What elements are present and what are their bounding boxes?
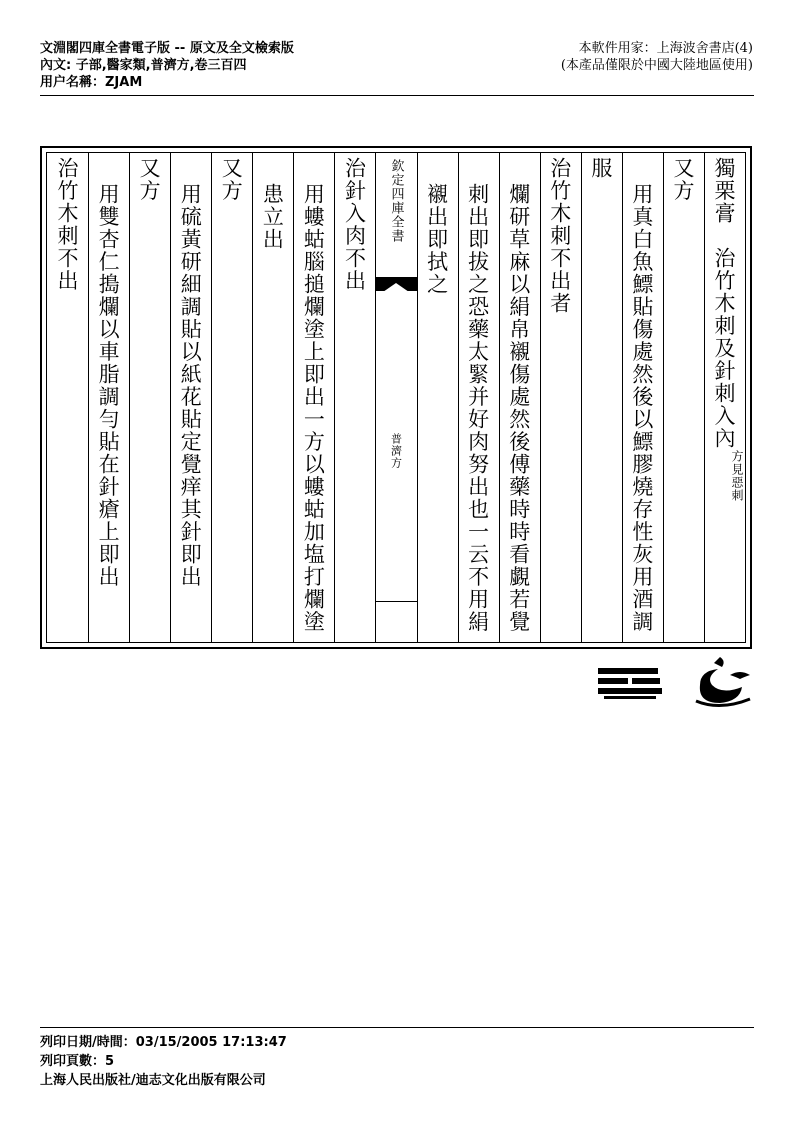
main-text: 服 — [588, 157, 613, 180]
header-left — [40, 40, 294, 91]
main-text: 又方 — [219, 157, 244, 202]
footer-print-pages: 列印頁數：5 — [40, 1054, 115, 1069]
column-text — [459, 157, 499, 664]
center-book-title: 普濟方 — [389, 433, 403, 469]
footer-rule — [40, 1027, 754, 1028]
main-text: 治竹木刺不出 — [55, 157, 79, 292]
column-text — [664, 157, 704, 638]
text-column — [129, 153, 170, 642]
main-text: 襯出即拭之 — [424, 183, 449, 296]
publisher-logo-icon — [598, 666, 662, 700]
column-text — [541, 157, 581, 638]
text-column — [458, 153, 499, 642]
main-text: 用雙杏仁搗爛以車脂調勻貼在針瘡上即出 — [96, 183, 121, 588]
main-text: 治針入肉不出 — [342, 157, 367, 292]
text-column — [334, 153, 375, 642]
center-margin — [375, 153, 416, 642]
footer — [40, 1033, 287, 1090]
text-column — [622, 153, 663, 642]
column-text — [130, 157, 170, 638]
footer-publisher: 上海人民出版社/迪志文化出版有限公司 — [40, 1073, 266, 1088]
main-text: 又方 — [137, 157, 162, 202]
text-column — [704, 153, 745, 642]
column-text — [582, 157, 622, 638]
column-text — [47, 157, 88, 638]
fishtail-mark-icon — [376, 277, 416, 291]
main-text: 用螻蛄腦搥爛塗上即出一方以螻蛄加塩打爛塗 — [301, 183, 326, 633]
column-text — [253, 157, 293, 664]
column-text — [171, 157, 211, 664]
header-licensee: 本軟件用家：上海波舍書店(4) — [578, 41, 753, 56]
text-column — [581, 153, 622, 642]
text-columns — [46, 152, 746, 643]
header-region-note: (本產品僅限於中國大陸地區使用) — [560, 58, 753, 73]
column-text — [500, 157, 540, 664]
brush-seal-icon — [690, 655, 754, 711]
text-column — [417, 153, 458, 642]
column-text — [212, 157, 252, 638]
main-text: 用真白魚鰾貼傷處然後以鰾膠燒存性灰用酒調 — [629, 183, 654, 633]
text-column — [540, 153, 581, 642]
text-column — [211, 153, 252, 642]
annotation-note: 惡刺 — [730, 475, 744, 502]
main-text: 患立出 — [260, 183, 285, 251]
center-divider — [376, 601, 416, 602]
main-text: 獨栗膏 治竹木刺及針刺入內 — [712, 157, 736, 450]
column-text — [705, 157, 745, 638]
header-rule — [40, 95, 754, 96]
header-username: 用户名稱：ZJAM — [40, 75, 143, 90]
main-text: 爛研草麻以絹帛襯傷處然後傅藥時時看覷若覺 — [506, 183, 531, 633]
header-right — [561, 40, 753, 74]
main-text: 刺出即拔之恐藥太緊并好肉努出也一云不用絹 — [465, 183, 490, 633]
column-text — [294, 157, 334, 664]
main-text: 治竹木刺不出者 — [547, 157, 572, 315]
text-column — [663, 153, 704, 642]
header-edition: 文淵閣四庫全書電子版 -- 原文及全文檢索版 — [40, 41, 294, 56]
annotation-note: 方見 — [730, 449, 744, 476]
column-text — [623, 157, 663, 664]
column-text — [418, 157, 458, 664]
text-column — [47, 153, 88, 642]
main-text: 又方 — [670, 157, 695, 202]
text-column — [499, 153, 540, 642]
column-text — [335, 157, 375, 638]
text-column — [293, 153, 334, 642]
text-frame — [40, 146, 752, 649]
header-content-path: 內文: 子部,醫家類,普濟方,卷三百四 — [40, 58, 247, 73]
text-column — [170, 153, 211, 642]
column-text — [89, 157, 129, 664]
text-column — [88, 153, 129, 642]
main-text: 用硫黃研細調貼以紙花貼定覺痒其針即出 — [178, 183, 203, 588]
center-title: 欽定四庫全書 — [388, 159, 404, 243]
footer-print-datetime: 列印日期/時間：03/15/2005 17:13:47 — [40, 1035, 287, 1050]
text-column — [252, 153, 293, 642]
